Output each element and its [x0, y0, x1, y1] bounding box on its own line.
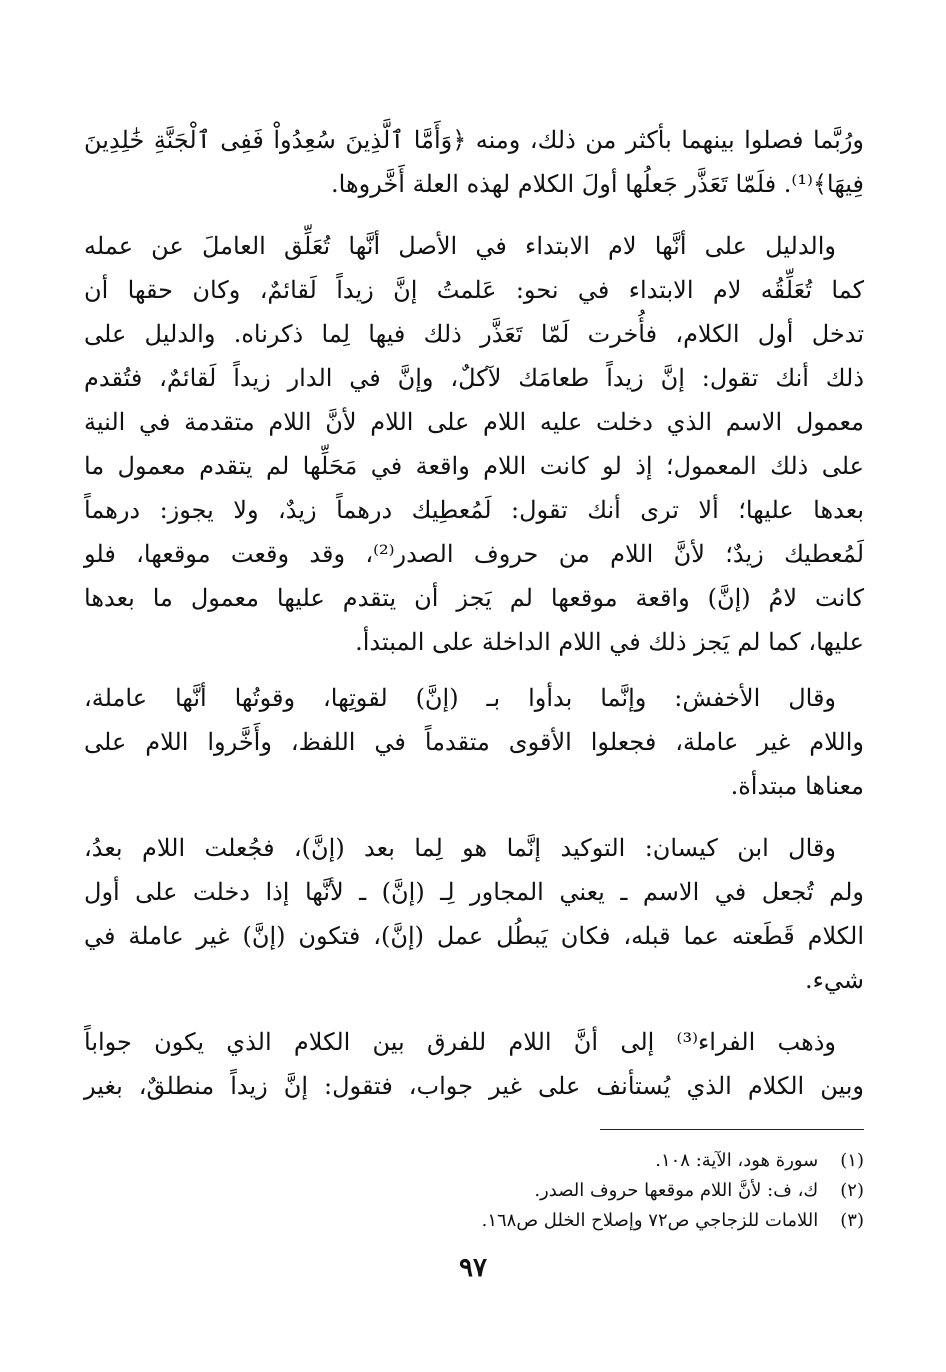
text-line: تدخل أول الكلام، فأُخرت لَمّا تَعَذَّر ذلك فيها لِما ذكرناه. والدليل على — [84, 320, 864, 348]
text-line: وقال ابن كيسان: التوكيد إنَّما هو لِما بعد (إنَّ)، فجُعلت اللام بعدُ، — [84, 834, 836, 862]
footnote-number: (٢) — [840, 1180, 864, 1201]
text-line: على ذلك المعمول؛ إذ لو كانت اللام واقعة في مَحَلِّها لم يتقدم معمول ما — [84, 452, 865, 480]
text-line: واللام غير عاملة، فجعلوا الأقوى متقدماً في اللفظ، وأَخَّروا اللام على — [84, 728, 864, 756]
footnote-1 — [84, 1146, 864, 1176]
text-line: شيء. — [804, 966, 864, 994]
text-line: وبين الكلام الذي يُستأنف على غير جواب، فتقول: إنَّ زيداً منطلقٌ، بغير — [84, 1072, 864, 1100]
text-line: كانت لامُ (إنَّ) واقعة موقعها لم يَجز أن يتقدم عليها معمول ما بعدها — [84, 584, 864, 612]
text-line: فِيهَا﴾⁽¹⁾. فلَمّا تَعَذَّر جَعلُها أولَ الكلام لهذه العلة أَخَّروها. — [331, 170, 864, 198]
footnote-number: (١) — [840, 1150, 864, 1171]
text-line: ورُبَّما فصلوا بينهما بأكثر من ذلك، ومنه ﴿وَأَمَّا ٱلَّذِينَ سُعِدُواْ فَفِى ٱلْجَنَّةِ خَٰلِدِينَ — [84, 126, 864, 154]
footnote-2 — [84, 1176, 864, 1206]
text-line: الكلام قَطَعته عما قبله، فكان يَبطُل عمل (إنَّ)، فتكون (إنَّ) غير عاملة في — [84, 922, 864, 950]
text-line: عليها، كما لم يَجز ذلك في اللام الداخلة على المبتدأ. — [355, 628, 864, 656]
text-line: لَمُعطيك زيدٌ؛ لأنَّ اللام من حروف الصدر⁽²⁾، وقد وقعت موقعها، فلو — [84, 540, 865, 568]
text-line: كما تُعَلِّقُه لام الابتداء في نحو: عَلمتُ إنَّ زيداً لَقائمٌ، وكان حقها أن — [84, 276, 864, 304]
text-line: معمول الاسم الذي دخلت عليه اللام على اللام لأنَّ اللام متقدمة في النية — [84, 408, 864, 436]
text-line: ذلك أنك تقول: إنَّ زيداً طعامَك لآكلٌ، وإنَّ في الدار زيداً لَقائمٌ، فتُقدم — [84, 364, 864, 392]
footnote-number: (٣) — [840, 1210, 864, 1231]
text-line: ولم تُجعل في الاسم ـ يعني المجاور لِـ (إنَّ) ـ لأنَّها إذا دخلت على أول — [84, 878, 864, 906]
text-line: معناها مبتدأة. — [730, 772, 864, 800]
footnote-3 — [84, 1206, 864, 1236]
text-line: بعدها عليها؛ ألا ترى أنك تقول: لَمُعطِيك درهماً زيدٌ، ولا يجوز: درهماً — [84, 496, 864, 524]
text-line: والدليل على أنَّها لام الابتداء في الأصل أنَّها تُعَلِّق العاملَ عن عمله — [84, 232, 836, 260]
footnote-text: ك، ف: لأنَّ اللام موقعها حروف الصدر. — [534, 1180, 819, 1201]
page-number: ٩٧ — [459, 1253, 487, 1283]
text-line: وذهب الفراء⁽³⁾ إلى أنَّ اللام للفرق بين الكلام الذي يكون جواباً — [84, 1028, 836, 1056]
footnote-separator — [600, 1129, 864, 1130]
footnote-text: اللامات للزجاجي ص٧٢ وإصلاح الخلل ص١٦٨. — [481, 1210, 819, 1231]
footnote-text: سورة هود، الآية: ١٠٨. — [655, 1150, 819, 1171]
text-line: وقال الأخفش: وإنَّما بدأوا بـ (إنَّ) لقوتِها، وقوتُها أنَّها عاملة، — [84, 684, 836, 712]
